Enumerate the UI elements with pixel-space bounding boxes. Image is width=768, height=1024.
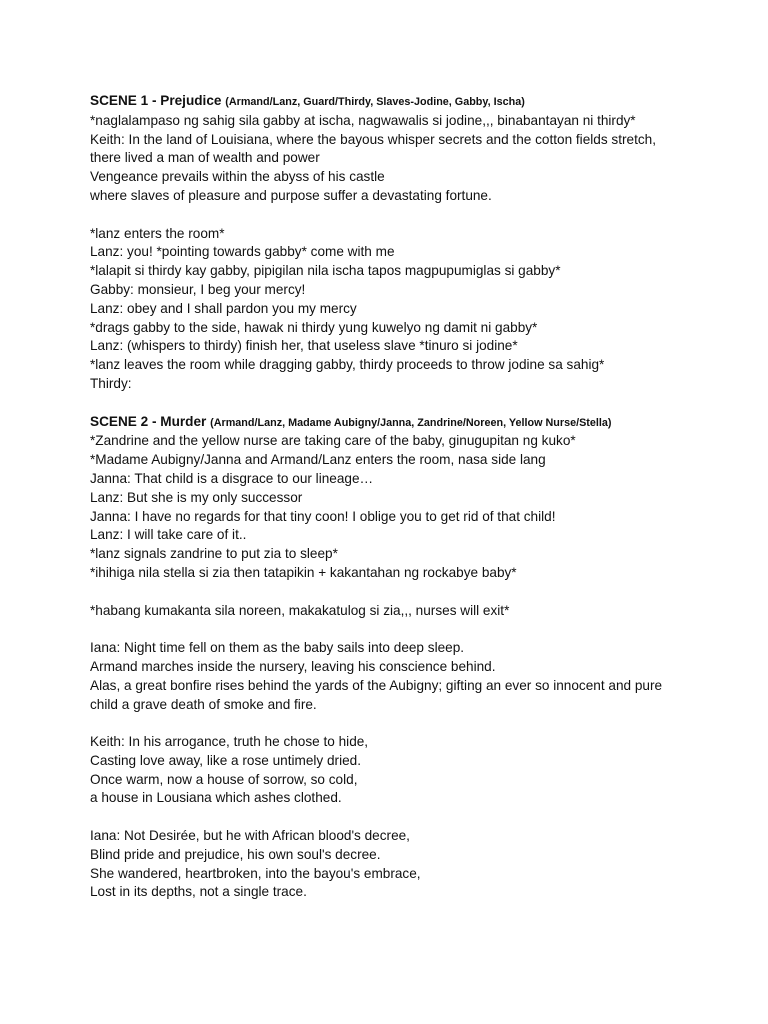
blank-line (90, 394, 730, 413)
script-line: Keith: In the land of Louisiana, where the bayous whisper secrets and the cotton fields stretch, (90, 131, 656, 147)
script-line: Alas, a great bonfire rises behind the yards of the Aubigny; gifting an ever so innocent and pure (90, 677, 663, 693)
script-line: *lanz enters the room* (90, 225, 225, 241)
script-line: Gabby: monsieur, I beg your mercy! (90, 281, 306, 297)
script-line: Lanz: obey and I shall pardon you my mercy (90, 300, 357, 316)
script-line: there lived a man of wealth and power (90, 150, 320, 166)
script-line: *habang kumakanta sila noreen, makakatulog si zia,,, nurses will exit* (90, 602, 510, 618)
script-document (90, 92, 730, 902)
script-line: Armand marches inside the nursery, leaving his conscience behind. (90, 658, 496, 674)
script-line: Keith: In his arrogance, truth he chose to hide, (90, 734, 369, 750)
script-line: Lanz: I will take care of it.. (90, 527, 247, 543)
scene-1-cast: (Armand/Lanz, Guard/Thirdy, Slaves-Jodine, Gabby, Ischa) (225, 96, 525, 108)
scene-1-lines (90, 112, 730, 394)
blank-line (90, 206, 730, 225)
script-line: Janna: That child is a disgrace to our lineage… (90, 470, 374, 486)
script-line: *lanz leaves the room while dragging gabby, thirdy proceeds to throw jodine sa sahig* (90, 357, 605, 373)
script-line: *lanz signals zandrine to put zia to sleep* (90, 546, 338, 562)
script-line: Lanz: you! *pointing towards gabby* come with me (90, 244, 395, 260)
blank-line (90, 714, 730, 733)
scene-2-title: SCENE 2 - Murder (90, 413, 207, 429)
script-line: Vengeance prevails within the abyss of his castle (90, 169, 385, 185)
script-line: Blind pride and prejudice, his own soul's decree. (90, 846, 381, 862)
blank-line (90, 583, 730, 602)
blank-line (90, 808, 730, 827)
script-line: a house in Lousiana which ashes clothed. (90, 790, 342, 806)
script-line: Casting love away, like a rose untimely dried. (90, 752, 361, 768)
script-line: *drags gabby to the side, hawak ni thirdy yung kuwelyo ng damit ni gabby* (90, 319, 538, 335)
script-line: Lanz: (whispers to thirdy) finish her, that useless slave *tinuro si jodine* (90, 338, 518, 354)
script-line: where slaves of pleasure and purpose suffer a devastating fortune. (90, 187, 492, 203)
script-line: *lalapit si thirdy kay gabby, pipigilan nila ischa tapos magpupumiglas si gabby* (90, 263, 561, 279)
script-line: She wandered, heartbroken, into the bayou's embrace, (90, 865, 421, 881)
scene-2 (90, 413, 730, 903)
scene-2-lines (90, 432, 730, 902)
script-line: Janna: I have no regards for that tiny coon! I oblige you to get rid of that child! (90, 508, 556, 524)
script-line: Lost in its depths, not a single trace. (90, 884, 307, 900)
scene-1-title: SCENE 1 - Prejudice (90, 93, 222, 108)
scene-1-heading (90, 92, 730, 112)
script-line: *ihihiga nila stella si zia then tatapikin + kakantahan ng rockabye baby* (90, 564, 517, 580)
blank-line (90, 620, 730, 639)
scene-2-heading (90, 413, 730, 433)
script-line: Iana: Not Desirée, but he with African blood's decree, (90, 828, 410, 844)
script-line: *Madame Aubigny/Janna and Armand/Lanz enters the room, nasa side lang (90, 452, 546, 468)
scene-1 (90, 92, 730, 394)
script-line: Iana: Night time fell on them as the baby sails into deep sleep. (90, 640, 465, 656)
script-line: Thirdy: (90, 375, 132, 391)
script-line: Once warm, now a house of sorrow, so cold, (90, 771, 358, 787)
script-line: child a grave death of smoke and fire. (90, 696, 317, 712)
script-line: Lanz: But she is my only successor (90, 489, 303, 505)
scene-2-cast: (Armand/Lanz, Madame Aubigny/Janna, Zandrine/Noreen, Yellow Nurse/Stella) (210, 416, 612, 429)
script-line: *naglalampaso ng sahig sila gabby at ischa, nagwawalis si jodine,,, binabantayan ni thirdy* (90, 112, 636, 128)
script-line: *Zandrine and the yellow nurse are taking care of the baby, ginugupitan ng kuko* (90, 433, 576, 449)
